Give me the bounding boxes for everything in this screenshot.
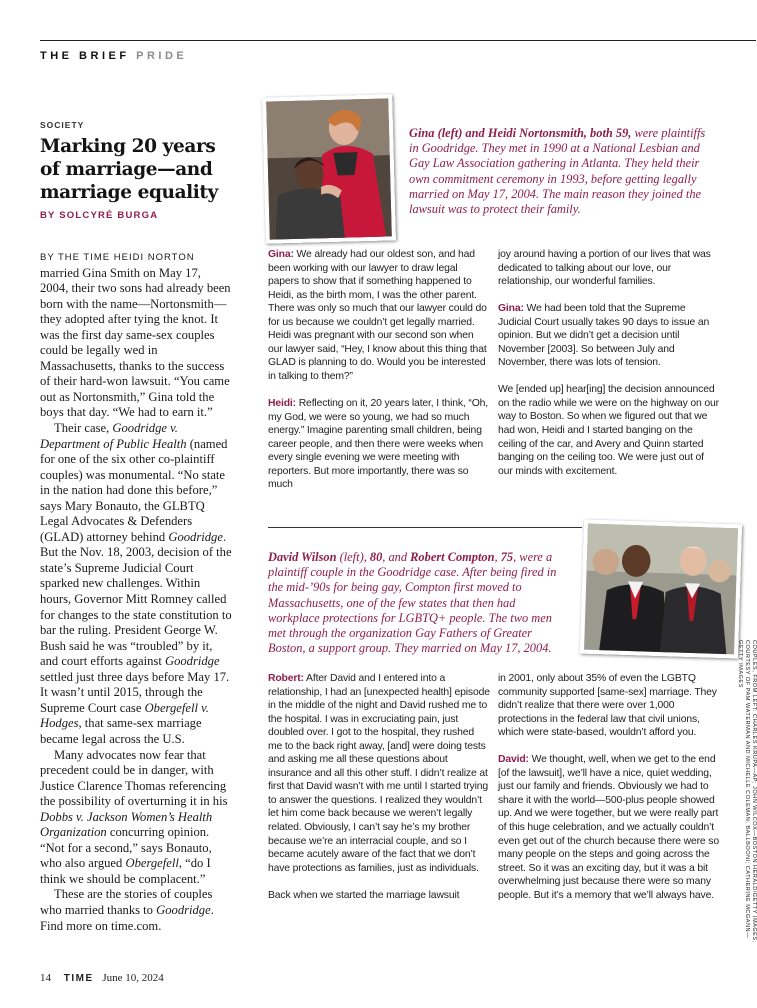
speaker-label: Gina: [498,303,524,315]
speaker-label: Robert: [268,673,304,684]
qa-paragraph: in 2001, only about 35% of even the LGBTQ community supported [same-sex] marriage. They didn’t realize that there were over 1,000 protections in the federal law that civil unions, which were state-based, wouldn’t afford you. [498,673,717,739]
caption-nortonsmith [409,126,709,217]
article-body [40,249,232,934]
speaker-label: David: [498,754,529,766]
photo-credit: COUPLES, FROM LEFT: CHARLES KRUPA—AP; JOHN WILCOX—BOSTON HERALD/GETTY IMAGES; COURTESY OF PAM WATERMAN AND MICHELLE COLEMAN; BALLBOONI; CATHERINE MCGANN—GETTY IMAGES [737,640,757,943]
issue-date: June 10, 2024 [102,972,164,984]
paragraph-1: BY THE TIME HEIDI NORTON married Gina Smith on May 17, 2004, their two sons had already been born with the name—Nortonsmith—they adopted after tying the knot. It was the first day same-sex couples could be legally wed in Massachusetts, thanks to the success of their hard-won lawsuit. “You came out as Nortonsmith,” Gina told the boys that day. “We had to earn it.” [40,252,231,420]
section-divider [268,527,582,528]
couple-photo-wilson-compton [580,520,742,659]
section-label [40,50,187,62]
caption-wilson-compton: David Wilson (left), 80, and Robert Compton, 75, were a plaintiff couple in the Goodridge case. After being fired in the mid-’90s for being gay, Compton first moved to Massachusetts, one of the few states that then had workplace protections for LGBTQ+ people. The two men met through the organization Gay Fathers of Greater Boston, a support group. They married on May 17, 2004. [268,550,557,656]
speaker-label: Heidi: [268,397,296,409]
caption-names: Gina (left) and Heidi Nortonsmith, both 59, [409,126,632,140]
qa-paragraph: joy around having a portion of our lives that was dedicated to talking about our love, our relationship, our wonderful families. [498,249,711,288]
paragraph-4: These are the stories of couples who married thanks to Goodridge. Find more on time.com. [40,887,214,933]
qa-column-2 [498,248,720,478]
headline: Marking 20 years of marriage—and marriage equality [40,136,218,203]
speaker-label: Gina: [268,249,294,260]
caption-text: were plaintiffs in Goodridge. They met in 1990 at a National Lesbian and Gay Law Association gathering in Atlanta. They held their own commitment ceremony in 1993, before getting legally married on May 17, 2004. The main reason they joined the lawsuit was to protect their family. [409,126,706,217]
qa-paragraph: David: We thought, well, when we get to the end [of the lawsuit], we’ll have a nice, quiet wedding, just our family and friends. Obviously we had to share it with the world—500-plus people showed up. And we were together, but we were really part of this huge celebration, and we actually couldn’t even get out of the church because there were so many people on the steps and going across the street. So it was an exciting day, but it was a bit overwhelming just because there were so many people. But it’s a memory that we’ll always have. [498,754,719,901]
section-name: THE BRIEF [40,50,130,62]
qa-paragraph: Gina: We already had our oldest son, and had been working with our lawyer to draw legal papers to show that if something happened to Heidi, as the birth mom, I was the other parent. There was only so much that our lawyer could do for us because we couldn’t get legally married. Heidi was pregnant with our second son when our lawyer said, “Hey, I know about this thing that GLAD is planning to do. Would you be interested in talking to them?” [268,249,487,382]
page-number: 14 [40,972,51,984]
qa-paragraph: We [ended up] hear[ing] the decision announced on the radio while we were on the highway on our way to Boston. So when we figured out that we had won, Heidi and I started banging on the ceiling of the car, and Avery and Quinn started banging on the ceiling too. We were just out of our minds with excitement. [498,384,719,477]
byline: BY SOLCYRÉ BURGA [40,210,159,221]
lead-caps: BY THE TIME HEIDI NORTON [40,252,195,263]
qa-column-3 [268,672,490,902]
top-rule [40,40,756,41]
kicker: SOCIETY [40,120,85,130]
qa-paragraph: Gina: We had been told that the Supreme Judicial Court usually takes 90 days to issue an opinion. But we didn’t get a decision until November [2003]. So between July and November, there was lots of tension. [498,303,710,369]
page-footer [40,972,164,984]
qa-paragraph: Back when we started the marriage lawsuit [268,889,460,901]
qa-column-4 [498,672,724,902]
paragraph-2: Their case, Goodridge v. Department of Public Health (named for one of the six other co-plaintiff couples) was monumental. “No state in the nation had done this before,” says Mary Bonauto, the GLBTQ Legal Advocates & Defenders (GLAD) attorney behind Goodridge. But the Nov. 18, 2003, decision of the state’s Supreme Judicial Court sparked new challenges. Within hours, Governor Mitt Romney called for changes to the state constitution to bar the ruling. President George W. Bush said he was “troubled” by it, and court efforts against Goodridge settled just three days before May 17. It wasn’t until 2015, through the Supreme Court case Obergefell v. Hodges, that same-sex marriage became legal across the U.S. [40,421,232,746]
couple-photo-nortonsmith [262,94,396,243]
magazine-name: TIME [63,973,94,984]
qa-paragraph: Heidi: Reflecting on it, 20 years later, I think, “Oh, my God, we were so young, we had so much energy.” Imagine parenting small children, being career people, and then there were weeks when every single evening we were meeting with reporters. But more importantly, there was so much [268,397,489,491]
qa-column-1 [268,248,490,492]
subsection-name: PRIDE [136,50,188,62]
qa-paragraph: Robert: After David and I entered into a relationship, I had an [unexpected health] episode in the middle of the night and David rushed me to the hospital. I was in excruciating pain, just doubled over. I got to the hospital, they rushed me to the back right away, [and] were doing tests and asking me all these questions about insurance and all this other stuff. I didn’t realize at first that David wasn’t with me until I started trying to answer the questions. I realized they wouldn’t let him come back because we weren’t legally related. Obviously, I can’t say he’s my brother because we’re an interracial couple, and so I became acutely aware of the fact that we don’t have protections as families, just as individuals. [268,673,490,874]
paragraph-3: Many advocates now fear that precedent could be in danger, with Justice Clarence Thomas referencing the possibility of overturning it in his Dobbs v. Jackson Women’s Health Organization concurring opinion. “Not for a second,” says Bonauto, who also argued Obergefell, “do I think we should be complacent.” [40,747,228,886]
article-main-column [40,120,232,934]
